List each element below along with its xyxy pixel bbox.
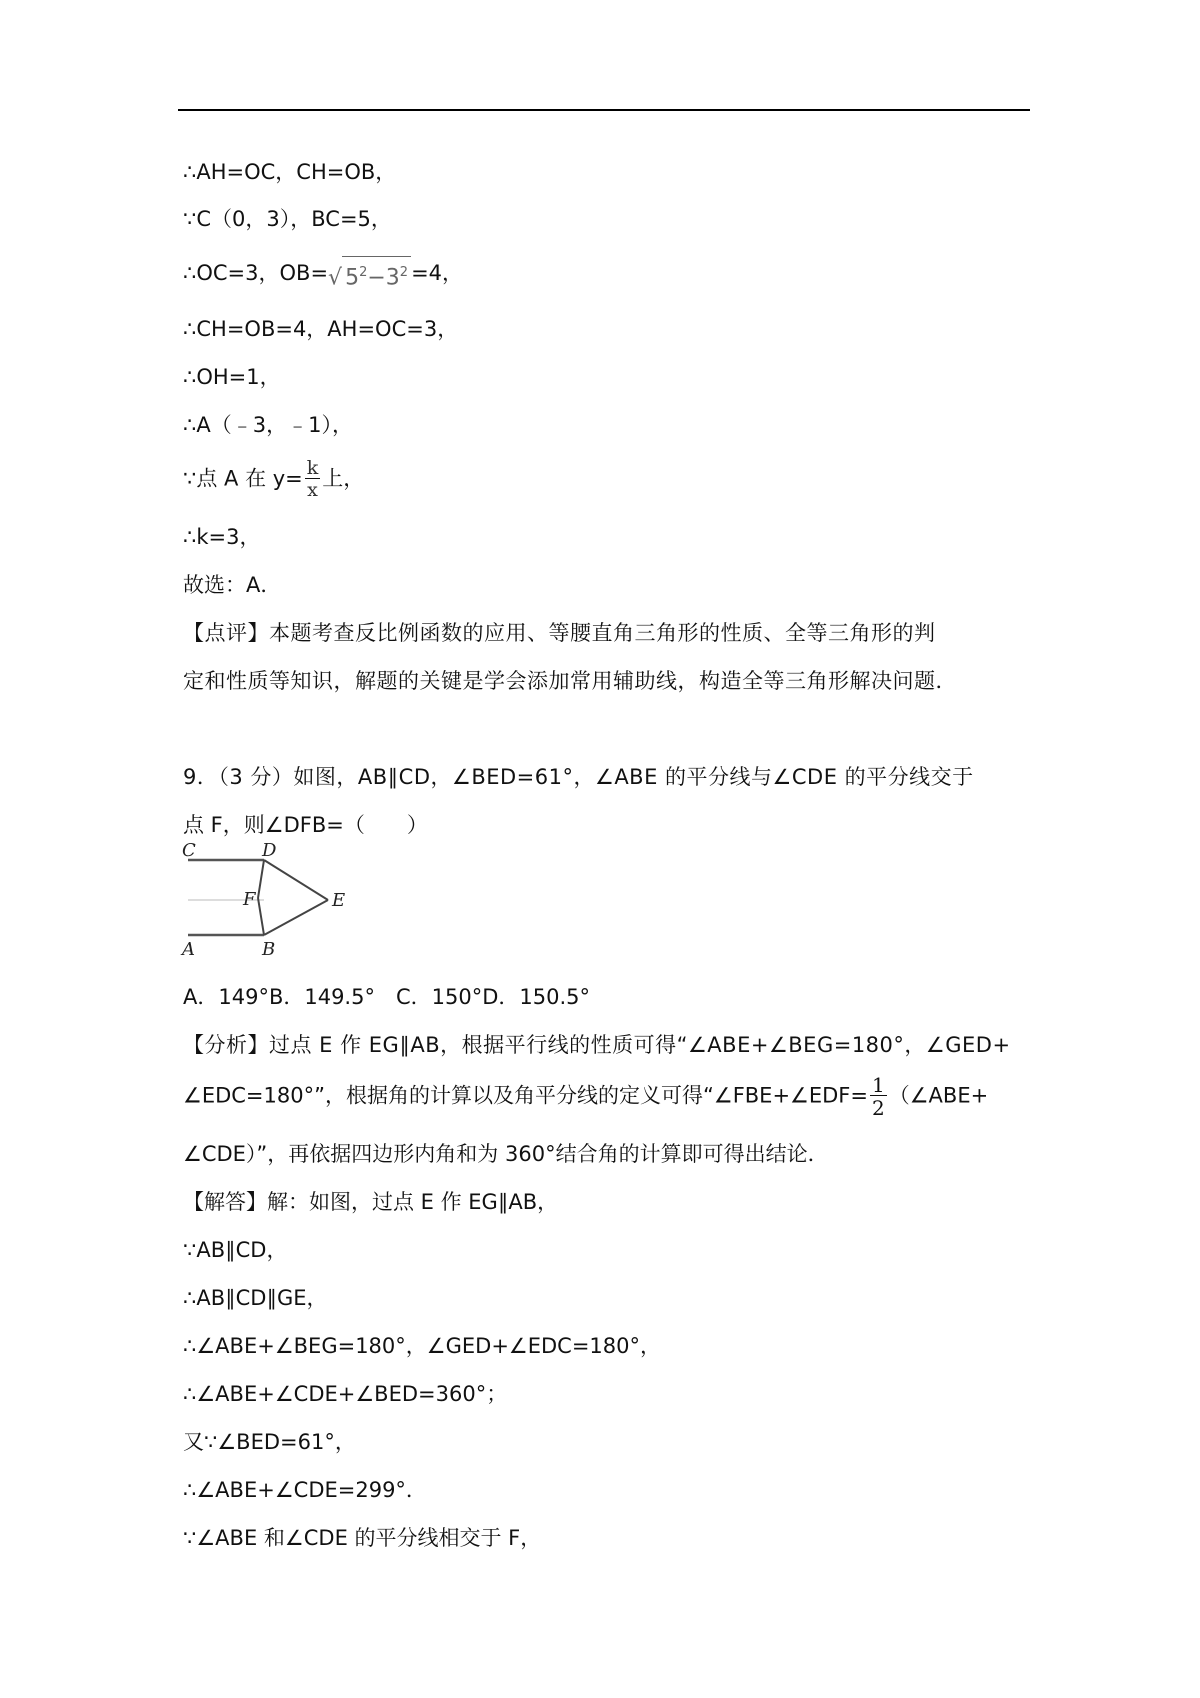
header-rule (178, 109, 1030, 111)
text-line-with-sqrt: ∴OC=3，OB=√ $5^2-3^2 =4$， (183, 256, 463, 292)
solution-line: ∴∠ABE+∠CDE=299°． (183, 1478, 427, 1502)
label-c: C (182, 843, 196, 861)
analysis-line: ∠CDE）”，再依据四边形内角和为 360°结合角的计算即可得出结论． (183, 1142, 829, 1166)
analysis-line: 【分析】过点 E 作 EG∥AB，根据平行线的性质可得“∠ABE+∠BEG=180°，∠GED+ (183, 1033, 1011, 1057)
label-d: D (262, 843, 277, 861)
segment-de (264, 860, 328, 900)
geometry-figure (180, 843, 360, 963)
text-line: ∴AH=OC，CH=OB， (183, 160, 397, 184)
label-a: A (182, 939, 195, 960)
text-line: ∴A（﹣3，﹣1）， (183, 413, 353, 437)
question-9-line: 点 F，则∠DFB=（ ） (183, 813, 428, 837)
segment-df (258, 860, 264, 898)
label-e: E (332, 890, 346, 911)
text-line: ∴CH=OB=4，AH=OC=3， (183, 317, 459, 341)
text-line: ∴k=3， (183, 525, 261, 549)
comment-line: 【点评】本题考查反比例函数的应用、等腰直角三角形的性质、全等三角形的判 (183, 621, 936, 645)
solution-line: 又∵∠BED=61°， (183, 1430, 356, 1454)
solution-line: ∴∠ABE+∠CDE+∠BED=360°； (183, 1382, 508, 1406)
label-f: F (243, 889, 256, 910)
label-b: B (262, 939, 276, 960)
text-line-with-fraction: ∵点 A 在 y= $\frac{k}{x}$ 上， (183, 457, 365, 501)
solution-line: ∵AB∥CD， (183, 1238, 288, 1262)
segment-eb (264, 900, 328, 935)
answer-line: 故选：A． (183, 573, 282, 597)
comment-line: 定和性质等知识，解题的关键是学会添加常用辅助线，构造全等三角形解决问题． (183, 669, 957, 693)
segment-fb (258, 898, 264, 935)
question-9-line: 9．（3 分）如图，AB∥CD，∠BED=61°，∠ABE 的平分线与∠CDE 的平分线交于 (183, 765, 974, 789)
solution-line: ∴AB∥CD∥GE， (183, 1286, 328, 1310)
options-line: A．149°B．149.5° C．150°D．150.5° (183, 985, 591, 1009)
sqrt-expression: √ $5^2-3^2$ (328, 256, 411, 292)
analysis-line-with-fraction: ∠EDC=180°”，根据角的计算以及角平分线的定义可得“∠FBE+∠EDF= $\frac{1}{2}$ （∠ABE+ (183, 1073, 989, 1120)
fraction-one-half: $\frac{1}{2}$ (871, 1073, 885, 1120)
text-line: ∴OH=1， (183, 365, 281, 389)
fraction-k-over-x: $\frac{k}{x}$ (306, 457, 319, 501)
text-line: ∵C（0，3），BC=5， (183, 207, 392, 231)
solution-line: 【解答】解：如图，过点 E 作 EG∥AB， (183, 1190, 559, 1214)
solution-line: ∴∠ABE+∠BEG=180°，∠GED+∠EDC=180°， (183, 1334, 662, 1358)
solution-line: ∵∠ABE 和∠CDE 的平分线相交于 F， (183, 1526, 542, 1550)
